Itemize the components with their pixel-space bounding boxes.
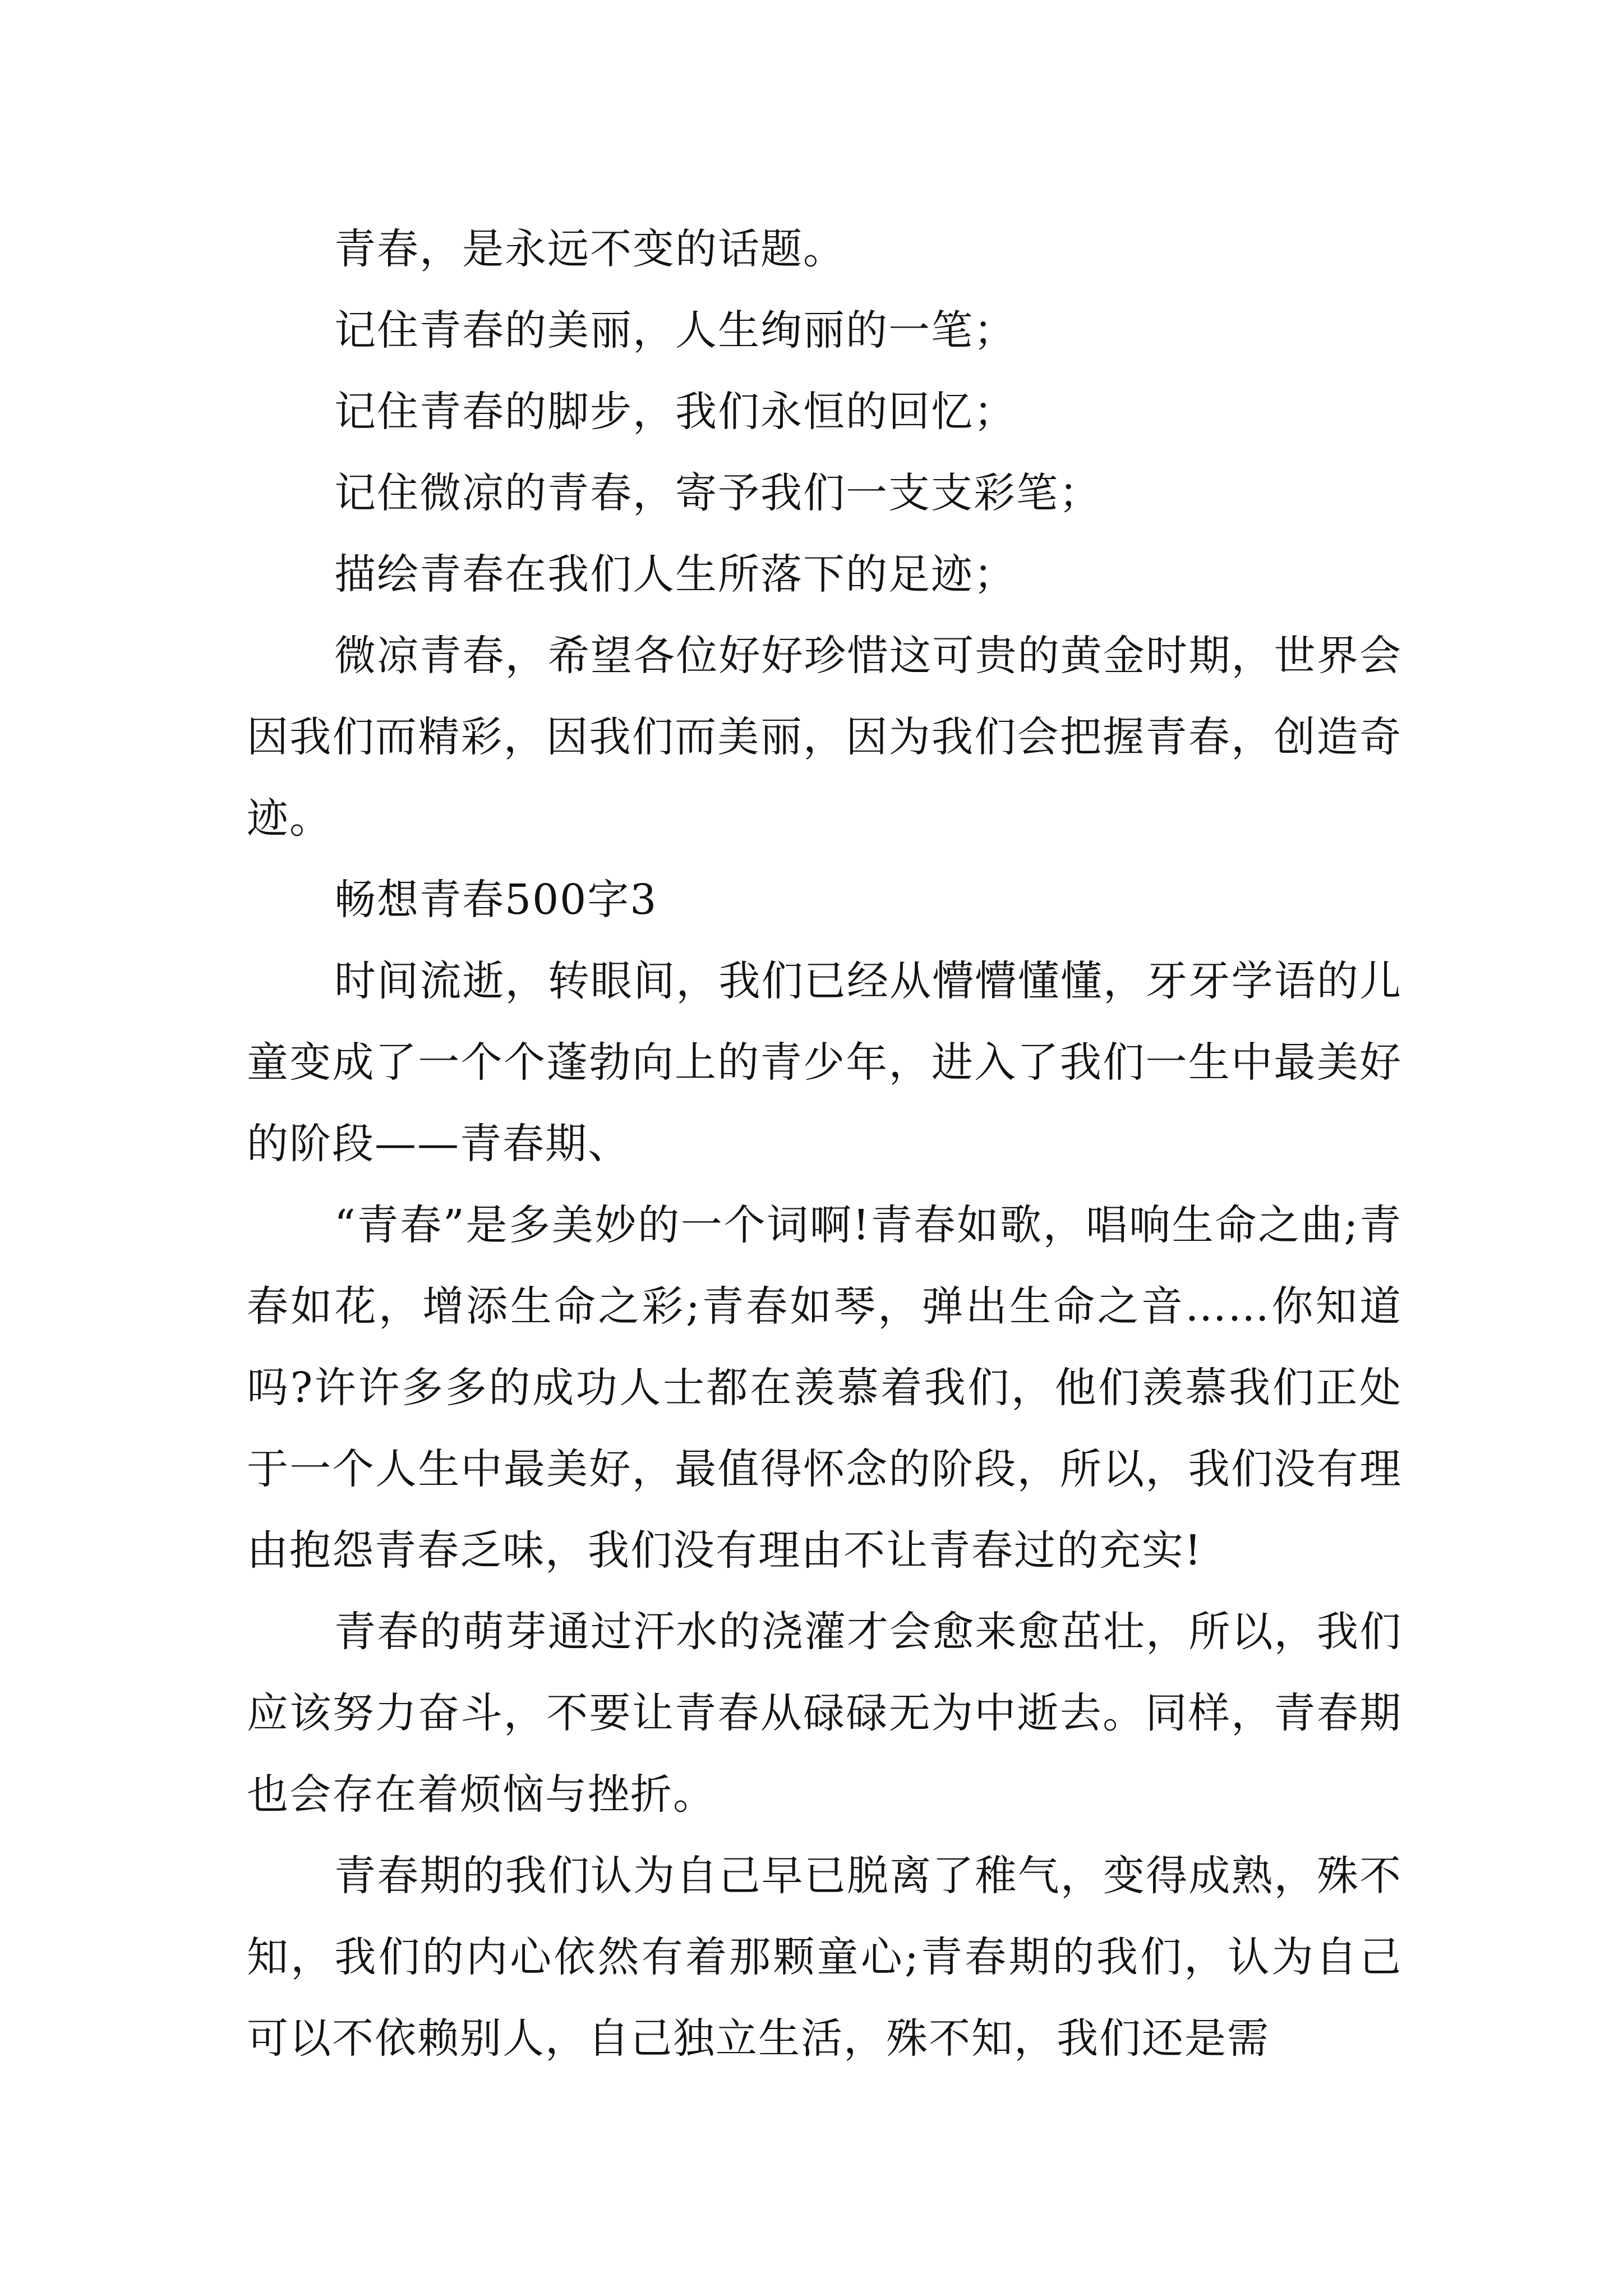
paragraph: 青春，是永远不变的话题。 (334, 225, 846, 273)
paragraph: “青春”是多美妙的一个词啊!青春如歌，唱响生命之曲;青春如花，增添生命之彩;青春如琴，弹出生命之音……你知道吗?许许多多的成功人士都在羡慕着我们，他们羡慕我们正处于一个人生中最美好，最值得怀念的阶段，所以，我们没有理由抱怨青春乏味，我们没有理由不让青春过的充实! (247, 1201, 1402, 1575)
paragraph: 微凉青春，希望各位好好珍惜这可贵的黄金时期，世界会因我们而精彩，因我们而美丽，因为我们会把握青春，创造奇迹。 (247, 632, 1402, 843)
paragraph: 青春的萌芽通过汗水的浇灌才会愈来愈茁壮，所以，我们应该努力奋斗，不要让青春从碌碌无为中逝去。同样，青春期也会存在着烦恼与挫折。 (247, 1608, 1402, 1819)
paragraph: 记住青春的美丽，人生绚丽的一笔； (334, 306, 1016, 355)
paragraph: 时间流逝，转眼间，我们已经从懵懵懂懂，牙牙学语的儿童变成了一个个蓬勃向上的青少年，进入了我们一生中最美好的阶段——青春期、 (247, 957, 1402, 1168)
paragraph: 描绘青春在我们人生所落下的足迹； (334, 550, 1016, 599)
section-heading: 畅想青春500字3 (334, 876, 658, 924)
paragraph: 青春期的我们认为自己早已脱离了稚气，变得成熟，殊不知，我们的内心依然有着那颗童心;青春期的我们，认为自己可以不依赖别人，自己独立生活，殊不知，我们还是需 (247, 1852, 1402, 2063)
paragraph: 记住青春的脚步，我们永恒的回忆； (334, 388, 1016, 436)
document-body (247, 209, 1402, 2079)
paragraph: 记住微凉的青春，寄予我们一支支彩笔； (334, 469, 1101, 517)
